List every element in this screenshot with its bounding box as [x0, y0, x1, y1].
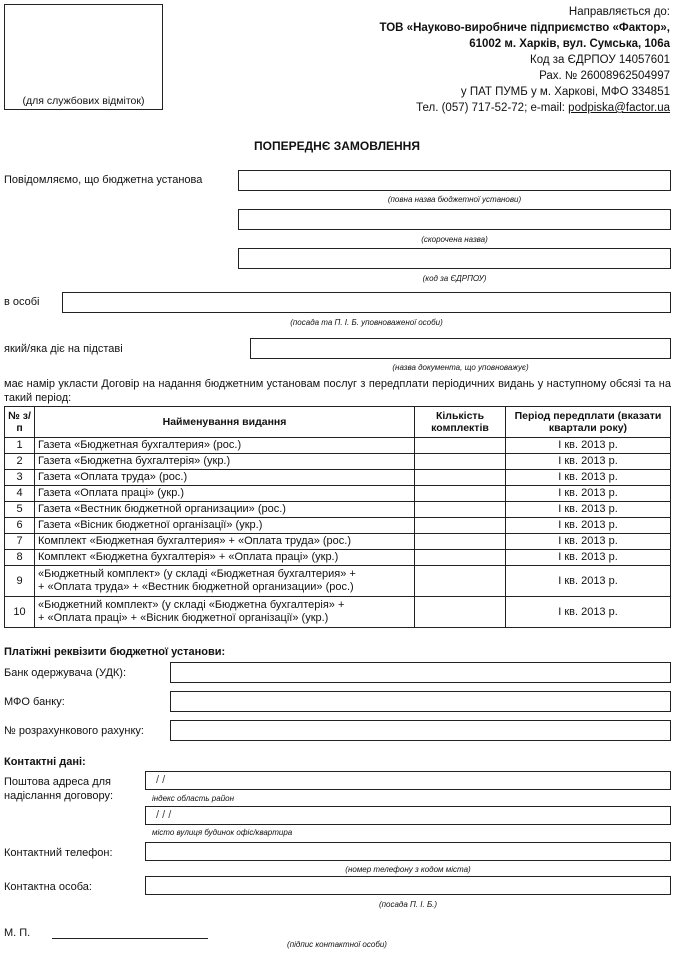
recipient-edrpou: Код за ЄДРПОУ 14057601: [530, 54, 670, 66]
table-row: [5, 438, 671, 454]
person-label: в особі: [4, 296, 40, 308]
row-period: І кв. 2013 р.: [506, 502, 671, 518]
account-field[interactable]: [170, 720, 671, 741]
row-qty-cell[interactable]: [415, 502, 506, 518]
row-period: І кв. 2013 р.: [506, 550, 671, 566]
address-region-field[interactable]: [145, 771, 671, 790]
table-row: [5, 518, 671, 534]
row-num: 9: [5, 566, 35, 597]
row-name: Газета «Бюджетная бухгалтерия» (рос.): [35, 438, 415, 454]
row-name-line: «Бюджетный комплект» (у складі «Бюджетная бухгалтерия» +: [38, 568, 356, 580]
address-label-line2: надіслання договору:: [4, 790, 114, 802]
bank-label: Банк одержувача (УДК):: [4, 667, 127, 679]
row-qty-cell[interactable]: [415, 486, 506, 502]
row-qty-cell[interactable]: [415, 550, 506, 566]
row-name-line: + «Оплата труда» + «Вестник бюджетной организации» (рос.): [38, 581, 354, 593]
table-row: [5, 534, 671, 550]
row-period: І кв. 2013 р.: [506, 438, 671, 454]
address-label-line1: Поштова адреса для: [4, 776, 112, 788]
address-street-separators: / / /: [156, 809, 172, 821]
recipient-phone: Тел. (057) 717-52-72; e-mail:: [416, 102, 569, 114]
row-qty-cell[interactable]: [415, 597, 506, 628]
bank-field[interactable]: [170, 662, 671, 683]
contacts-heading: Контактні дані:: [4, 756, 86, 768]
header-num: № з/п: [5, 407, 35, 438]
payment-heading: Платіжні реквізити бюджетної установи:: [4, 646, 226, 658]
row-period: І кв. 2013 р.: [506, 470, 671, 486]
contact-person-label: Контактна особа:: [4, 881, 92, 893]
institution-short-name-field[interactable]: [238, 209, 671, 230]
basis-label: який/яка діє на підставі: [4, 343, 123, 355]
institution-short-name-caption: (скорочена назва): [421, 235, 488, 244]
row-qty-cell[interactable]: [415, 534, 506, 550]
row-qty-cell[interactable]: [415, 470, 506, 486]
service-marks-box: [4, 4, 163, 110]
address-region-separators: / /: [156, 774, 166, 786]
row-num: 5: [5, 502, 35, 518]
contact-person-caption: (посада П. І. Б.): [378, 900, 438, 909]
row-name: Газета «Оплата праці» (укр.): [35, 486, 415, 502]
person-caption: (посада та П. І. Б. уповноваженої особи): [290, 318, 443, 327]
row-num: 1: [5, 438, 35, 454]
institution-code-field[interactable]: [238, 248, 671, 269]
row-num: 8: [5, 550, 35, 566]
seal-label: М. П.: [4, 927, 31, 939]
row-name: [35, 566, 415, 597]
phone-caption: (номер телефону з кодом міста): [345, 865, 471, 874]
header-period: Період передплати (вказати квартали року): [506, 407, 671, 438]
table-row: [5, 470, 671, 486]
recipient-account: Рах. № 26008962504997: [539, 70, 670, 82]
person-field[interactable]: [62, 292, 671, 313]
recipient-contacts: [380, 100, 671, 116]
row-qty-cell[interactable]: [415, 518, 506, 534]
table-header-row: [5, 407, 671, 438]
row-qty-cell[interactable]: [415, 438, 506, 454]
recipient-bank: у ПАТ ПУМБ у м. Харкові, МФО 334851: [460, 86, 670, 98]
row-name: [35, 597, 415, 628]
signature-caption: (підпис контактної особи): [287, 940, 387, 949]
address-street-field[interactable]: [145, 806, 671, 825]
page-title: ПОПЕРЕДНЄ ЗАМОВЛЕННЯ: [254, 139, 420, 153]
row-qty-cell[interactable]: [415, 566, 506, 597]
recipient-address: 61002 м. Харків, вул. Сумська, 106а: [469, 38, 670, 50]
row-name: Газета «Бюджетна бухгалтерія» (укр.): [35, 454, 415, 470]
row-name: Комплект «Бюджетная бухгалтерия» + «Оплата труда» (рос.): [35, 534, 415, 550]
phone-label: Контактний телефон:: [4, 847, 113, 859]
table-row: [5, 486, 671, 502]
mfo-field[interactable]: [170, 691, 671, 712]
row-name-line: «Бюджетний комплект» (у складі «Бюджетна бухгалтерія» +: [38, 599, 345, 611]
institution-label: Повідомляємо, що бюджетна установа: [4, 174, 203, 186]
header-qty: Кількість комплектів: [415, 407, 506, 438]
row-name: Газета «Оплата труда» (рос.): [35, 470, 415, 486]
row-num: 4: [5, 486, 35, 502]
order-table: [4, 406, 671, 628]
recipient-company: ТОВ «Науково-виробниче підприємство «Фактор»,: [379, 22, 670, 34]
recipient-email-link[interactable]: podpiska@factor.ua: [568, 102, 670, 114]
row-num: 7: [5, 534, 35, 550]
table-row: [5, 550, 671, 566]
row-name: Газета «Вісник бюджетної організації» (укр.): [35, 518, 415, 534]
row-period: І кв. 2013 р.: [506, 518, 671, 534]
institution-full-name-field[interactable]: [238, 170, 671, 191]
row-num: 2: [5, 454, 35, 470]
institution-full-name-caption: (повна назва бюджетної установи): [387, 195, 522, 204]
recipient-heading: Направляється до:: [568, 6, 670, 18]
row-period: І кв. 2013 р.: [506, 486, 671, 502]
table-row: [5, 502, 671, 518]
mfo-label: МФО банку:: [4, 696, 65, 708]
table-row: [5, 454, 671, 470]
header-name: Найменування видання: [35, 407, 415, 438]
address-street-caption: місто вулиця будинок офіс/квартира: [152, 828, 293, 837]
row-qty-cell[interactable]: [415, 454, 506, 470]
row-name-line: + «Оплата праці» + «Вісник бюджетної організації» (укр.): [38, 612, 329, 624]
contact-person-field[interactable]: [145, 876, 671, 895]
row-name: Комплект «Бюджетна бухгалтерія» + «Оплата праці» (укр.): [35, 550, 415, 566]
row-name: Газета «Вестник бюджетной организации» (рос.): [35, 502, 415, 518]
intent-text: має намір укласти Договір на надання бюджетним установам послуг з передплати періодичних видань у наступному обсязі та на такий період:: [4, 378, 671, 404]
row-period: І кв. 2013 р.: [506, 597, 671, 628]
signature-line[interactable]: [52, 938, 208, 939]
row-period: І кв. 2013 р.: [506, 566, 671, 597]
account-label: № розрахункового рахунку:: [4, 725, 144, 737]
address-region-caption: індекс область район: [152, 794, 234, 803]
row-period: І кв. 2013 р.: [506, 534, 671, 550]
table-row: [5, 597, 671, 628]
recipient-block: [380, 4, 671, 116]
table-row: [5, 566, 671, 597]
row-num: 3: [5, 470, 35, 486]
basis-field[interactable]: [250, 338, 671, 359]
row-num: 6: [5, 518, 35, 534]
institution-code-caption: (код за ЄДРПОУ): [422, 274, 487, 283]
service-marks-caption: (для службових відміток): [22, 95, 145, 107]
basis-caption: (назва документа, що уповноважує): [392, 363, 529, 372]
row-num: 10: [5, 597, 35, 628]
phone-field[interactable]: [145, 842, 671, 861]
row-period: І кв. 2013 р.: [506, 454, 671, 470]
